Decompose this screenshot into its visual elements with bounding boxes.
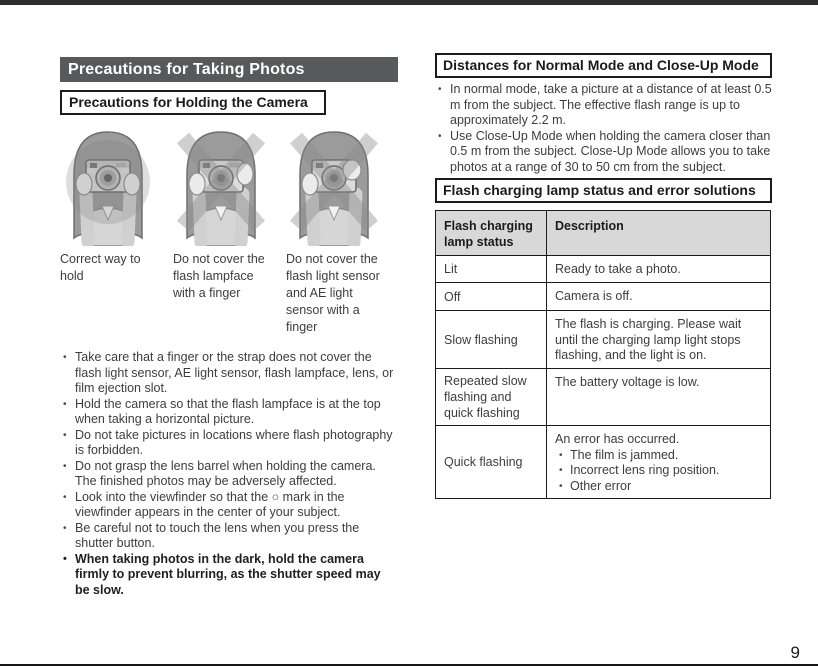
camera-hold-figure-svg (286, 120, 382, 246)
status-cell: Repeated slow flashing and quick flashing (436, 369, 547, 426)
flash-lamp-status-table (435, 210, 771, 499)
list-item: • Hold the camera so that the flash lampface is at the top when taking a horizontal picture. (60, 397, 398, 428)
page-top-rule (0, 0, 818, 5)
list-item: • Take care that a finger or the strap does not cover the flash light sensor, AE light sensor, flash lampface, lens, or film ejection slot. (60, 350, 398, 397)
distances-title-box (435, 53, 772, 78)
table-row (436, 311, 771, 369)
figure-caption: Correct way to hold (60, 252, 141, 283)
list-item: • Be careful not to touch the lens when you press the shutter button. (60, 521, 398, 552)
correct-circle-mark-icon (66, 140, 150, 224)
distances-list (435, 82, 772, 175)
figure-captions (60, 251, 398, 336)
list-item-bold-warning: • When taking photos in the dark, hold the camera firmly to prevent blurring, as the shutter speed may be slow. (60, 552, 398, 599)
error-intro: An error has occurred. (555, 432, 680, 446)
status-cell: Off (436, 283, 547, 311)
table-row (436, 256, 771, 283)
description-cell (547, 426, 771, 499)
status-cell: Quick flashing (436, 426, 547, 499)
section-title-banner (60, 57, 398, 82)
correct-hold-illustration (60, 120, 156, 246)
left-column (60, 57, 398, 598)
figure-caption: Do not cover the flash light sensor and AE light sensor with a finger (286, 252, 380, 334)
description-cell: The flash is charging. Please wait until the charging lamp light stops flashing, and the light is on. (547, 311, 771, 369)
camera-hold-figure-svg (173, 120, 269, 246)
list-item: • Look into the viewfinder so that the ○ mark in the viewfinder appears in the center of your subject. (60, 490, 398, 521)
camera-hold-figures (60, 120, 398, 246)
subsection-title-box (60, 90, 326, 115)
flash-title: Flash charging lamp status and error solutions (443, 182, 756, 198)
error-item: • Other error (555, 479, 762, 495)
flash-title-box (435, 178, 772, 203)
column-header-description: Description (547, 211, 771, 256)
table-row (436, 283, 771, 311)
list-item: • Do not take pictures in locations where flash photography is forbidden. (60, 428, 398, 459)
error-item: • Incorrect lens ring position. (555, 463, 762, 479)
list-item: • Do not grasp the lens barrel when holding the camera. The finished photos may be adversely affected. (60, 459, 398, 490)
list-item: • In normal mode, take a picture at a distance of at least 0.5 m from the subject. The effective flash range is up to approximately 2.2 m. (435, 82, 772, 129)
camera-hold-figure-svg (60, 120, 156, 246)
section-title: Precautions for Taking Photos (68, 61, 305, 78)
description-cell: The battery voltage is low. (547, 369, 771, 426)
error-item: • The film is jammed. (555, 448, 762, 464)
description-cell: Camera is off. (547, 283, 771, 311)
subsection-title: Precautions for Holding the Camera (69, 94, 308, 110)
distances-title: Distances for Normal Mode and Close-Up Mode (443, 57, 759, 73)
column-header-status: Flash charging lamp status (436, 211, 547, 256)
table-row (436, 426, 771, 499)
figure-caption: Do not cover the flash lampface with a finger (173, 252, 265, 300)
holding-precautions-list (60, 350, 398, 598)
right-column (435, 53, 772, 499)
table-row (436, 369, 771, 426)
list-item: • Use Close-Up Mode when holding the camera closer than 0.5 m from the subject. Close-Up Mode allows you to take photos at a range of 30 to 50 cm from the subject. (435, 129, 772, 176)
covered-sensor-illustration (286, 120, 382, 246)
page-number: 9 (790, 643, 800, 662)
description-cell: Ready to take a photo. (547, 256, 771, 283)
covered-lampface-illustration (173, 120, 269, 246)
status-cell: Lit (436, 256, 547, 283)
table-header-row (436, 211, 771, 256)
status-cell: Slow flashing (436, 311, 547, 369)
